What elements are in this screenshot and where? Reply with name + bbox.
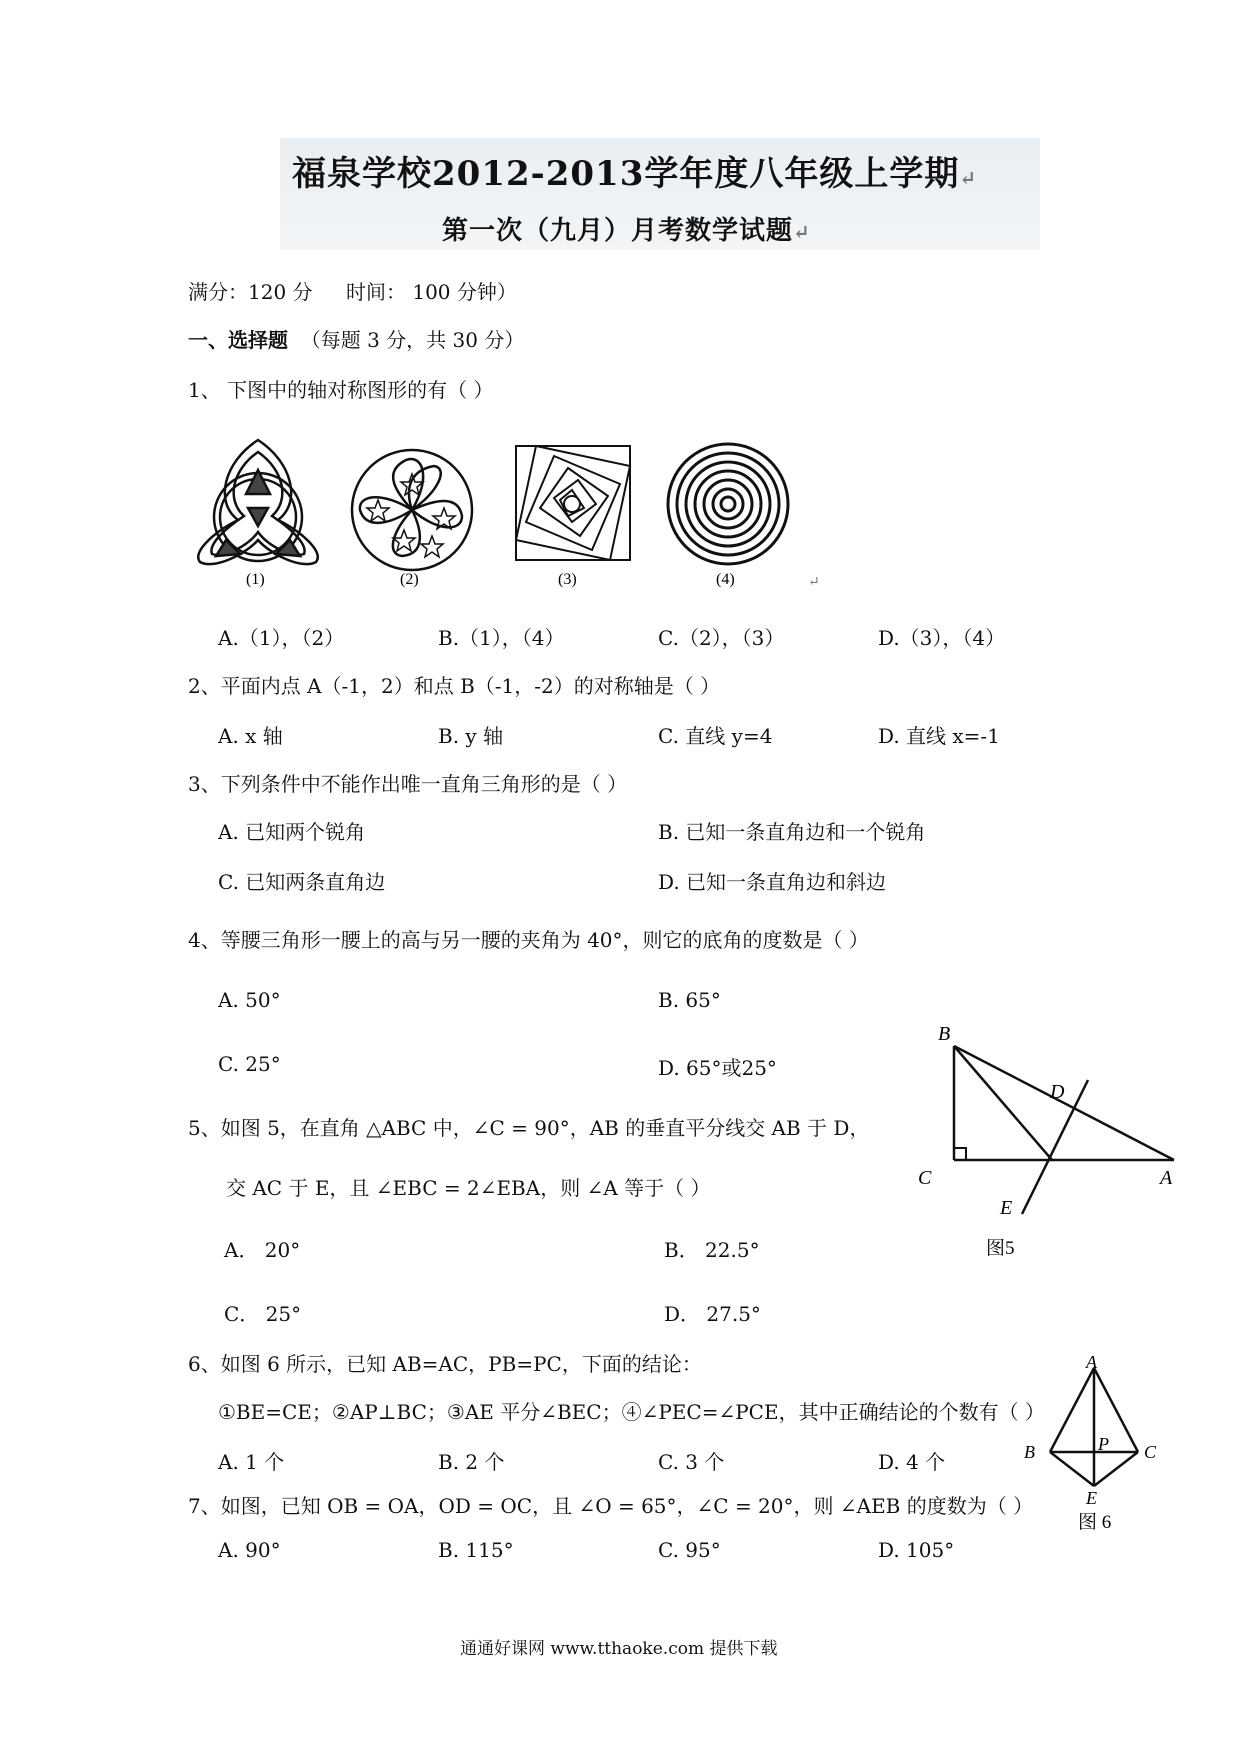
footer-text: 通通好课网 www.tthaoke.com 提供下载 [460, 1639, 778, 1659]
question-5-line-1: 5、如图 5，在直角 △ABC 中，∠C = 90°，AB 的垂直平分线交 AB 于 D， [188, 1116, 870, 1140]
label-a: A [1160, 1167, 1173, 1189]
right-angle-mark [954, 1148, 966, 1160]
figure-6-caption: 图 6 [1078, 1512, 1112, 1533]
figure-3-rotated-squares [516, 446, 630, 560]
label-c: C [918, 1167, 932, 1189]
label-d: D [1050, 1081, 1065, 1103]
page-subtitle: 第一次（九月）月考数学试题↵ [442, 216, 811, 246]
label-p: P [1098, 1434, 1109, 1454]
q6-option-d[interactable]: D. 4 个 [878, 1450, 946, 1474]
q5-option-b[interactable]: B． 22.5° [664, 1238, 760, 1262]
q5-option-a[interactable]: A． 20° [224, 1238, 301, 1262]
question-7-stem: 7、如图，已知 OB = OA，OD = OC，且 ∠O = 65°，∠C = 20°，则 ∠AEB 的度数为（ ） [188, 1494, 1034, 1518]
label-b: B [938, 1023, 951, 1045]
q1-option-c[interactable]: C.（2），（3） [658, 626, 785, 650]
q4-option-d[interactable]: D. 65°或25° [658, 1056, 777, 1080]
q1-option-b[interactable]: B.（1），（4） [438, 626, 565, 650]
full-score: 满分：120 分 [188, 280, 313, 304]
question-1-stem: 1、 下图中的轴对称图形的有（ ） [188, 378, 494, 402]
q3-option-a[interactable]: A. 已知两个锐角 [218, 820, 366, 844]
q3-option-b[interactable]: B. 已知一条直角边和一个锐角 [658, 820, 926, 844]
figure-4-concentric-circles [668, 444, 788, 564]
q6-option-a[interactable]: A. 1 个 [218, 1450, 285, 1474]
figure-5 [910, 1018, 1190, 1258]
label-a: A [1086, 1354, 1097, 1372]
q2-option-d[interactable]: D. 直线 x=-1 [878, 724, 1000, 748]
q7-option-a[interactable]: A. 90° [218, 1538, 281, 1562]
paragraph-mark: ↵ [808, 575, 820, 588]
side-ce [1094, 1452, 1138, 1486]
q7-option-d[interactable]: D. 105° [878, 1538, 955, 1562]
segment-be [954, 1046, 1052, 1160]
question-5-line-2: 交 AC 于 E，且 ∠EBC = 2∠EBA，则 ∠A 等于（ ） [226, 1176, 711, 1200]
label-e: E [1000, 1197, 1013, 1219]
label-c: C [1144, 1442, 1157, 1462]
q2-option-b[interactable]: B. y 轴 [438, 724, 504, 748]
q3-option-d[interactable]: D. 已知一条直角边和斜边 [658, 870, 887, 894]
page-title: 福泉学校2012-2013学年度八年级上学期↵ [292, 154, 978, 194]
q1-figures [186, 432, 826, 588]
question-3-stem: 3、下列条件中不能作出唯一直角三角形的是（ ） [188, 772, 628, 796]
question-6-line-1: 6、如图 6 所示，已知 AB=AC，PB=PC，下面的结论： [188, 1352, 702, 1376]
q6-option-c[interactable]: C. 3 个 [658, 1450, 725, 1474]
q4-option-c[interactable]: C. 25° [218, 1052, 281, 1076]
figure-4-caption: (4) [716, 571, 735, 588]
question-2-stem: 2、平面内点 A（-1，2）和点 B（-1，-2）的对称轴是（ ） [188, 674, 721, 698]
q5-option-c[interactable]: C． 25° [224, 1302, 302, 1326]
question-6-line-2: ①BE=CE；②AP⊥BC；③AE 平分∠BEC；④∠PEC=∠PCE，其中正确结论的个数有（ ） [218, 1400, 1045, 1424]
q4-option-b[interactable]: B. 65° [658, 988, 721, 1012]
figure-1-trefoil [198, 440, 317, 564]
q3-option-c[interactable]: C. 已知两条直角边 [218, 870, 386, 894]
figure-3-caption: (3) [558, 571, 577, 588]
q1-option-d[interactable]: D.（3），（4） [878, 626, 1006, 650]
q5-option-d[interactable]: D． 27.5° [664, 1302, 761, 1326]
q4-option-a[interactable]: A. 50° [218, 988, 281, 1012]
q1-option-a[interactable]: A.（1），（2） [218, 626, 345, 650]
q7-option-b[interactable]: B. 115° [438, 1538, 514, 1562]
q6-option-b[interactable]: B. 2 个 [438, 1450, 505, 1474]
side-be [1050, 1452, 1094, 1486]
section-heading: 一、选择题 （每题 3 分，共 30 分） [188, 328, 525, 352]
figure-6 [1024, 1354, 1184, 1554]
exam-time: 时间： 100 分钟） [346, 280, 517, 304]
figure-5-caption: 图5 [986, 1238, 1015, 1258]
figure-2-caption: (2) [400, 571, 419, 588]
q2-option-c[interactable]: C. 直线 y=4 [658, 724, 773, 748]
figure-2-stars [367, 474, 455, 557]
q7-option-c[interactable]: C. 95° [658, 1538, 721, 1562]
label-e: E [1086, 1488, 1097, 1508]
q2-option-a[interactable]: A. x 轴 [218, 724, 283, 748]
question-4-stem: 4、等腰三角形一腰上的高与另一腰的夹角为 40°，则它的底角的度数是（ ） [188, 928, 869, 952]
figure-1-caption: (1) [246, 571, 265, 588]
side-ab [1050, 1368, 1094, 1452]
side-ab [954, 1046, 1174, 1160]
label-b: B [1024, 1442, 1035, 1462]
